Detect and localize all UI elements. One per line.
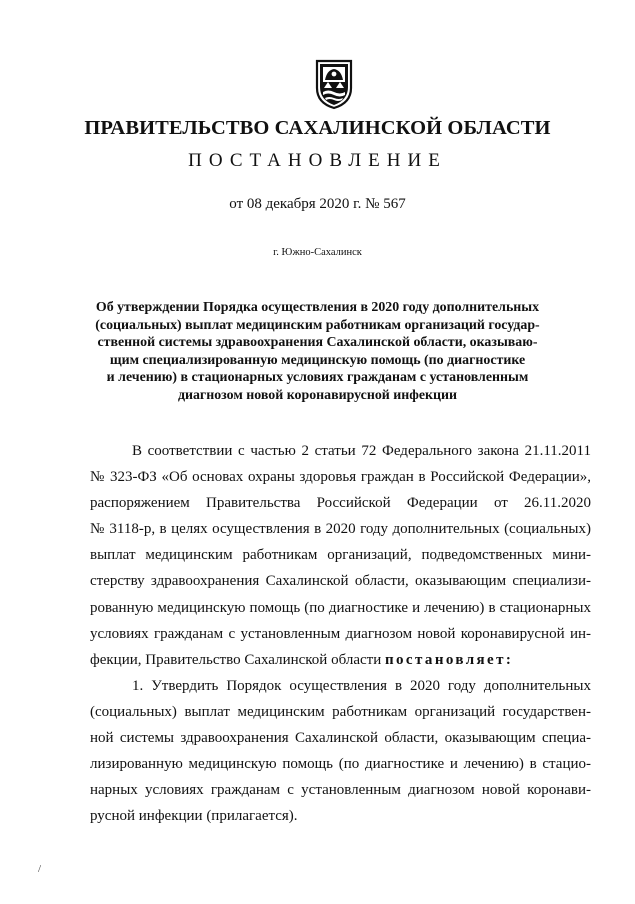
- subject-line: диагнозом новой коронавирусной инфекции: [177, 387, 458, 403]
- paragraph-line: (социальных) выплат медицинским работникам организаций государствен-: [90, 704, 591, 721]
- margin-mark: /: [38, 863, 42, 875]
- paragraph-line: ной системы здравоохранения Сахалинской области, оказывающим специа-: [90, 730, 591, 747]
- date-and-number: от 08 декабря 2020 г. № 567: [229, 196, 406, 212]
- subject-line: и лечению) в стационарных условиях гражданам с установленным: [106, 370, 529, 386]
- paragraph-line: 1. Утвердить Порядок осуществления в 2020 году дополнительных: [132, 678, 591, 694]
- coat-of-arms-emblem: [314, 58, 354, 110]
- city: г. Южно-Сахалинск: [273, 247, 362, 258]
- paragraph-line: рованную медицинскую помощь (по диагностике и лечению) в стационарных: [90, 599, 591, 616]
- paragraph-line: распоряжением Правительства Российской Федерации от 26.11.2020: [90, 495, 591, 512]
- paragraph-line: выплат медицинским работникам организаций, подведомственных мини-: [90, 547, 591, 564]
- subject-line: Об утверждении Порядка осуществления в 2020 году дополнительных: [95, 300, 540, 315]
- paragraph-last-line: [90, 647, 591, 673]
- document-type: ПОСТАНОВЛЕНИЕ: [188, 150, 447, 171]
- subject-line: ственной системы здравоохранения Сахалинской области, оказываю-: [97, 335, 538, 351]
- paragraph-line: нарных условиях гражданам с установленным диагнозом новой коронави-: [90, 782, 591, 799]
- paragraph-line: стерству здравоохранения Сахалинской области, оказывающим специализи-: [90, 573, 591, 590]
- item-1-paragraph: [90, 673, 591, 830]
- paragraph-line: лизированную медицинскую помощь (по диагностике и лечению) в стацио-: [90, 756, 591, 773]
- paragraph-line: условиях гражданам с установленным диагнозом новой коронавирусной ин-: [90, 625, 591, 642]
- decree-word: постановляет:: [384, 651, 514, 668]
- paragraph-line: № 323-ФЗ «Об основах охраны здоровья граждан в Российской Федерации»,: [90, 469, 591, 486]
- paragraph-text: фекции, Правительство Сахалинской области: [90, 651, 382, 668]
- preamble-paragraph: [90, 438, 591, 673]
- subject-line: (социальных) выплат медицинским работникам организаций государ-: [95, 317, 540, 333]
- subject-line: щим специализированную медицинскую помощь (по диагностике: [109, 352, 526, 368]
- paragraph-line: № 3118-р, в целях осуществления в 2020 году дополнительных (социальных): [90, 521, 591, 538]
- paragraph-line: В соответствии с частью 2 статьи 72 Федерального закона 21.11.2011: [132, 443, 591, 459]
- subject-heading: [90, 299, 545, 405]
- paragraph-last-line: русной инфекции (прилагается).: [90, 808, 298, 825]
- government-title: ПРАВИТЕЛЬСТВО САХАЛИНСКОЙ ОБЛАСТИ: [84, 117, 551, 139]
